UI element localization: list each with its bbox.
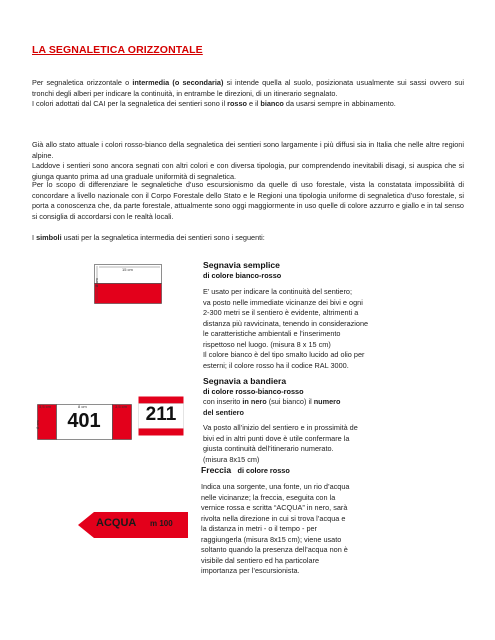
water-arrow-line: vernice rossa e scritta “ACQUA” in nero, sarà: [201, 503, 348, 512]
simple-waymark-line: rispettoso nel luogo. (misura 8 x 15 cm): [203, 339, 331, 349]
water-arrow-title-line: [201, 465, 457, 476]
water-arrow-line: raggiungerla (misura 8x15 cm); viene usato: [201, 534, 342, 544]
intro-paragraph: Per segnaletica orizzontale o intermedia (o secondaria) si intende quella al suolo, posizionata usualmente sui sassi ovvero sui tronchi degli alberi per indicare la continuità, in entrambe le direzioni, di un itinerario segnalato. I colori adottati dal CAI per la segnaletica dei sentieri sono il rosso e il bianco da usarsi sempre in abbinamento.: [32, 78, 464, 108]
flag-waymark-line: (misura 8x15 cm): [203, 454, 260, 464]
simple-waymark-sign: [94, 264, 162, 304]
flag-waymark-sign-211: [138, 396, 184, 436]
flag-right-width-label: 3,5 cm: [115, 404, 128, 409]
simple-waymark-line: va posto nelle immediate vicinanze dei bivi e ogni: [203, 297, 363, 307]
simple-waymark-line: esterni; il colore rosso ha il codice RAL 3000.: [203, 360, 349, 370]
sign-height-label: 8 cm: [93, 278, 99, 287]
flag-height-label: 8 cm: [34, 420, 40, 429]
simple-waymark-line: distanza più ravvicinata, tenendo in considerazione: [203, 318, 369, 328]
simple-waymark-description: [203, 260, 459, 371]
flag-waymark-sign-401: [34, 404, 132, 440]
flag-mid-width-label: 8 cm: [78, 404, 87, 409]
water-arrow-line: nelle vicinanze; la freccia, eseguita con la: [201, 492, 336, 502]
trail-number-401: 401: [67, 410, 101, 432]
water-arrow-title: Freccia: [201, 465, 232, 475]
water-arrow-sign: [78, 512, 188, 538]
water-arrow-line: importanza per l’escursionista.: [201, 566, 300, 575]
water-arrow-text: [201, 482, 377, 577]
flag-waymark-intro: con inserito in nero (sui bianco) il numero del sentiero: [203, 397, 341, 417]
trail-number-211: 211: [145, 404, 177, 425]
water-arrow-distance: m 100: [150, 519, 173, 528]
water-arrow-line: la distanza in metri - o il tempo - per: [201, 524, 317, 533]
water-arrow-line: soltanto quando la presenza dell’acqua non è: [201, 545, 348, 554]
simple-waymark-line: E’ usato per indicare la continuità del sentiero;: [203, 287, 352, 296]
sign-width-label: 15 cm: [122, 267, 133, 272]
symbols-intro: I simboli usati per la segnaletica intermedia dei sentieri sono i seguenti:: [32, 233, 265, 242]
page-title: LA SEGNALETICA ORIZZONTALE: [32, 44, 203, 56]
simple-waymark-subtitle: di colore bianco-rosso: [203, 271, 282, 280]
forestry-paragraph: Per lo scopo di differenziare le segnaletiche d’uso escursionismo da quelle di uso forestale, vista la constatata impossibilità di concordare a livello nazionale con il Corpo Forestale dello Stato e le Regioni una tipologia uniforme di segnaletica d’uso forestale, si porta a conoscenza che, da parte forestale, attualmente sono oggi maggiormente in uso quelle di colore azzurro e giallo e in tal senso si consiglia di accordarsi con le realtà locali.: [32, 180, 464, 221]
flag-left-width-label: 3,5 cm: [39, 404, 52, 409]
simple-waymark-line: le caratteristiche ambientali e l’inserimento: [203, 329, 341, 338]
flag-waymark-line: bivi ed in altri punti dove è utile confermare la: [203, 433, 350, 443]
simple-waymark-line: 2-300 metri se il sentiero è evidente, altrimenti a: [203, 308, 359, 317]
water-arrow-line: rivolta nella direzione in cui si trova l’acqua e: [201, 513, 346, 523]
water-arrow-line: Indica una sorgente, una fonte, un rio d’acqua: [201, 482, 350, 491]
water-arrow-word: ACQUA: [96, 517, 137, 529]
colors-paragraph: Già allo stato attuale i colori rosso-bianco della segnaletica dei sentieri sono largamente i più diffusi sia in Italia che nelle altre regioni alpine. Laddove i sentieri sono ancora segnati con altri colori e con diversa tipologia, pur comprendendo inevitabili disagi, si auspica che si giunga quanto prima ad una graduale uniformità di segnaletica.: [32, 140, 464, 181]
flag-waymark-description: [203, 376, 459, 465]
water-arrow-line: visibile dal sentiero ed ha particolare: [201, 555, 320, 565]
flag-waymark-line: giusta continuità dell’itinerario numerato.: [203, 444, 334, 453]
water-arrow-description: [201, 465, 457, 577]
water-arrow-title-suffix: di colore rosso: [237, 466, 290, 475]
simple-waymark-line: Il colore bianco è del tipo smalto lucido ad olio per: [203, 350, 365, 359]
flag-waymark-line: Va posto all’inizio del sentiero e in prossimità de: [203, 423, 358, 432]
flag-waymark-subtitle: di colore rosso-bianco-rosso: [203, 387, 304, 396]
flag-waymark-title: Segnavia a bandiera: [203, 376, 287, 386]
simple-waymark-title: Segnavia semplice: [203, 260, 280, 270]
